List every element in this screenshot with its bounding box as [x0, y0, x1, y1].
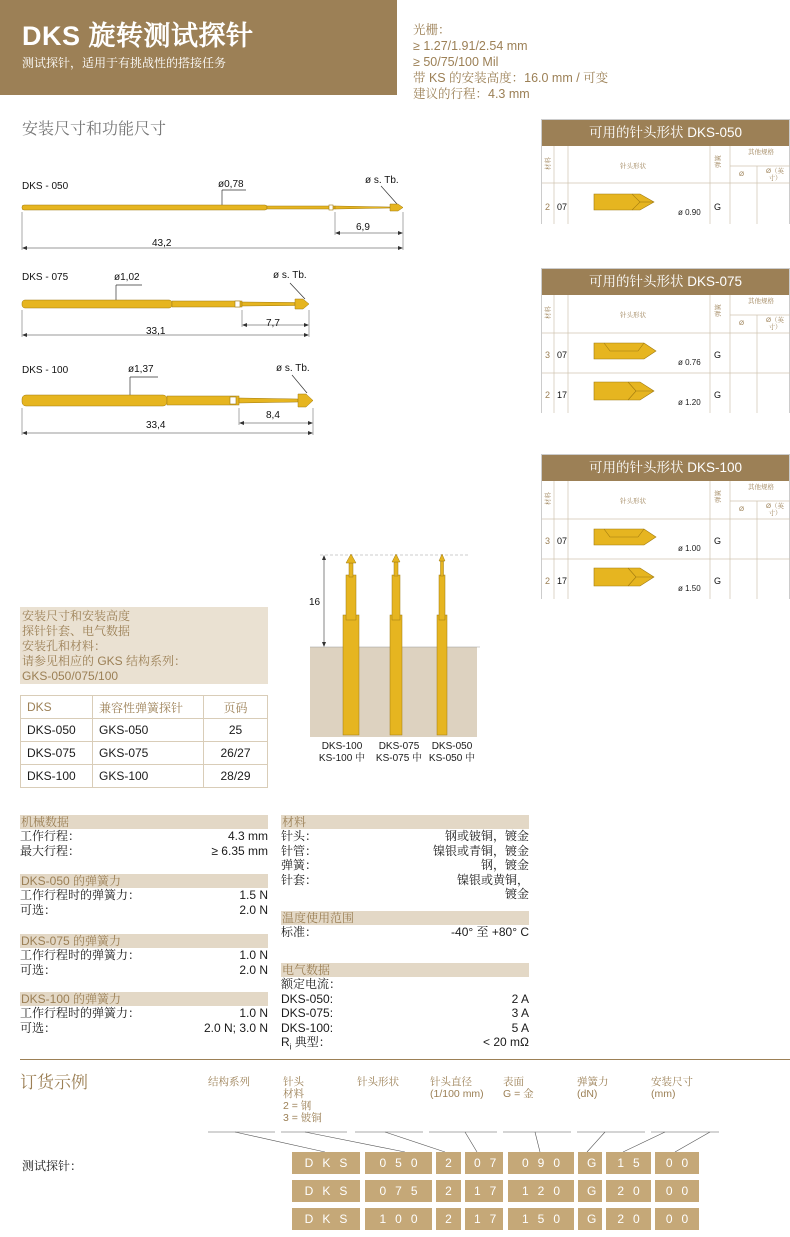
shape-box-100-lines — [542, 481, 790, 599]
spec-row — [20, 903, 268, 918]
spec-row — [281, 1035, 529, 1055]
order-box-diameter: 150 — [508, 1208, 574, 1230]
shape-box-100-grid — [542, 481, 789, 599]
install-label-075-line2: KS-075 中 — [375, 753, 423, 764]
header-dks: DKS — [21, 696, 93, 719]
spec-value: 2 A — [511, 991, 529, 1006]
probe-075-label: DKS - 075 — [22, 272, 69, 283]
header-gks: 兼容性弹簧探针 — [93, 696, 204, 719]
probe-075-stroke: 7,7 — [266, 318, 280, 329]
row-diameter: ø 1.50 — [678, 584, 701, 593]
shape-box-050-lines — [542, 146, 790, 224]
order-label: 测试探针： — [22, 1159, 83, 1173]
row-code: 07 — [557, 350, 568, 360]
row-diameter: ø 1.00 — [678, 544, 701, 553]
col-material: 材料 — [545, 492, 552, 505]
spec-row — [20, 1021, 268, 1036]
spec-row — [20, 844, 268, 859]
order-box-surface: G — [578, 1208, 602, 1230]
probe-075-tip-dia: ø s. Tb. — [273, 270, 307, 281]
spec-key: 弹簧： — [281, 858, 318, 872]
spec-key: DKS-050: — [281, 991, 334, 1006]
row-diameter: ø 1.20 — [678, 398, 701, 407]
row-code: 17 — [557, 576, 568, 586]
row-diameter: ø 0.90 — [678, 208, 701, 217]
probe-100-drawing — [0, 357, 420, 442]
cell-page: 26/27 — [204, 742, 268, 765]
row-material: 2 — [545, 390, 551, 400]
row-material: 3 — [545, 350, 551, 360]
table-row — [21, 742, 268, 765]
spec-value: 1.5 N — [239, 888, 268, 902]
install-label-050 — [424, 741, 480, 765]
shape-box-050-grid — [542, 146, 789, 224]
order-col-tip-line3: 2 = 钢 — [283, 1100, 312, 1112]
resistance-subscript: i — [289, 1042, 292, 1052]
order-box-surface: G — [578, 1152, 602, 1174]
order-box-mount: 00 — [655, 1152, 699, 1174]
row-diameter: ø 0.76 — [678, 358, 701, 367]
dimensions-title: 安装尺寸和功能尺寸 — [22, 121, 167, 138]
spring-force-050-title: DKS-050 的弹簧力 — [20, 874, 268, 888]
shape-box-075-grid — [542, 295, 789, 413]
spec-key: 工作行程时的弹簧力： — [20, 948, 141, 962]
spec-value: 2.0 N — [239, 902, 268, 917]
spec-row — [281, 829, 529, 844]
spring-force-050 — [20, 874, 268, 917]
spec-row — [20, 829, 268, 844]
col-spring: 弹簧 — [715, 155, 722, 168]
spec-row — [281, 977, 529, 992]
row-material: 2 — [545, 202, 551, 212]
spec-row — [281, 858, 529, 873]
spec-value: ≥ 6.35 mm — [211, 843, 268, 858]
header-info — [413, 22, 608, 102]
row-spring: G — [714, 576, 722, 586]
order-box-shape: 17 — [465, 1208, 503, 1230]
probe-050-label: DKS - 050 — [22, 181, 69, 192]
order-title: 订货示例 — [20, 1073, 88, 1092]
col-material: 材料 — [545, 306, 552, 319]
pitch-mm: ≥ 1.27/1.91/2.54 mm — [413, 39, 528, 53]
spec-row — [20, 948, 268, 963]
order-box-surface: G — [578, 1180, 602, 1202]
pitch-mil: ≥ 50/75/100 Mil — [413, 55, 499, 69]
row-spring: G — [714, 350, 722, 360]
cell-gks: GKS-100 — [93, 765, 204, 788]
row-material: 3 — [545, 536, 551, 546]
tip-shape-17-icon — [592, 377, 664, 407]
mechanical-data — [20, 815, 268, 858]
order-col-tip — [283, 1076, 322, 1124]
col-other: 其他规格 — [748, 149, 774, 156]
reference-panel — [20, 607, 268, 684]
col-spring: 弹簧 — [715, 490, 722, 503]
order-box-diameter: 090 — [508, 1152, 574, 1174]
spec-row — [281, 1006, 529, 1021]
shape-box-100 — [541, 454, 790, 599]
row-code: 07 — [557, 202, 568, 212]
col-dia: Ø — [739, 320, 745, 327]
order-box-size: 100 — [365, 1208, 432, 1230]
col-dia: Ø — [739, 171, 745, 178]
spec-key: DKS-100: — [281, 1020, 334, 1035]
col-inch: Ø（英寸） — [765, 168, 785, 182]
order-box-mount: 00 — [655, 1180, 699, 1202]
order-box-size: 050 — [365, 1152, 432, 1174]
spec-value: 5 A — [511, 1020, 529, 1035]
cell-page: 28/29 — [204, 765, 268, 788]
probe-100-stroke: 8,4 — [266, 410, 280, 421]
order-col-size — [651, 1076, 693, 1100]
resistance-label: 典型： — [291, 1035, 331, 1049]
probe-050-drawing — [0, 170, 420, 265]
col-inch: Ø（英寸） — [765, 503, 785, 517]
spring-force-100-title: DKS-100 的弹簧力 — [20, 992, 268, 1006]
spec-value: 镍银或黄铜， — [456, 872, 529, 887]
probe-050-diameter: ø0,78 — [218, 179, 244, 190]
order-box-size: 075 — [365, 1180, 432, 1202]
spec-key: 最大行程： — [20, 843, 81, 858]
tip-shape-17-icon — [592, 563, 664, 593]
row-code: 07 — [557, 536, 568, 546]
probe-050-length: 43,2 — [152, 238, 172, 249]
header-page: 页码 — [204, 696, 268, 719]
tip-shape-07-icon — [592, 525, 664, 553]
spec-row — [281, 925, 529, 940]
col-inch: Ø（英寸） — [765, 317, 785, 331]
shape-box-100-title: 可用的针头形状 DKS-100 — [542, 455, 789, 481]
spring-force-100 — [20, 992, 268, 1035]
cell-dks: DKS-075 — [21, 742, 93, 765]
order-box-series: DKS — [292, 1180, 360, 1202]
electrical-title: 电气数据 — [281, 963, 529, 977]
install-label-050-line1: DKS-050 — [431, 741, 473, 752]
order-col-shape: 针头形状 — [357, 1076, 399, 1088]
order-col-series: 结构系列 — [208, 1076, 250, 1088]
order-box-diameter: 120 — [508, 1180, 574, 1202]
order-col-tip-line2: 材料 — [283, 1088, 304, 1100]
install-label-100-line1: DKS-100 — [321, 741, 363, 752]
col-dia: Ø — [739, 506, 745, 513]
order-col-spring-line1: 弹簧力 — [577, 1076, 609, 1088]
install-label-100 — [312, 741, 372, 765]
row-spring: G — [714, 536, 722, 546]
probe-075-diameter: ø1,02 — [114, 272, 140, 283]
cell-gks: GKS-050 — [93, 719, 204, 742]
install-label-075-line1: DKS-075 — [378, 741, 420, 752]
order-col-size-line1: 安装尺寸 — [651, 1076, 693, 1088]
spec-value: 钢，镀金 — [480, 858, 529, 872]
table-header-row — [21, 696, 268, 719]
resistance-symbol: R — [281, 1035, 290, 1049]
order-col-surface — [503, 1076, 534, 1100]
spec-value: 镀金 — [504, 887, 529, 901]
spec-value: 2.0 N — [239, 962, 268, 977]
order-col-surface-line1: 表面 — [503, 1076, 524, 1088]
reference-line-5: GKS-050/075/100 — [22, 669, 119, 683]
order-box-shape: 07 — [465, 1152, 503, 1174]
spec-row — [281, 992, 529, 1007]
order-col-tip-line1: 针头 — [283, 1076, 304, 1088]
col-tip-shape: 针头形状 — [620, 312, 646, 319]
col-material: 材料 — [545, 157, 552, 170]
order-col-tip-line4: 3 = 铍铜 — [283, 1112, 322, 1124]
spec-row — [20, 963, 268, 978]
spec-key: 工作行程时的弹簧力： — [20, 888, 141, 902]
spec-value: 2.0 N; 3.0 N — [203, 1020, 268, 1035]
reference-line-2: 探针针套、电气数据 — [22, 624, 131, 638]
col-other: 其他规格 — [748, 298, 774, 305]
install-diagram — [310, 545, 480, 745]
compatibility-table — [20, 695, 268, 788]
recommended-stroke-info: 建议的行程：4.3 mm — [413, 87, 530, 101]
probe-100-length: 33,4 — [146, 420, 166, 431]
install-label-075 — [370, 741, 428, 765]
order-box-material: 2 — [436, 1180, 461, 1202]
spec-value: 1.0 N — [239, 1006, 268, 1020]
spec-key: 可选： — [20, 1020, 57, 1035]
install-label-050-line2: KS-050 中 — [428, 753, 476, 764]
spec-row — [20, 1006, 268, 1021]
order-box-spring: 20 — [606, 1180, 651, 1202]
probe-050-stroke: 6,9 — [356, 222, 370, 233]
order-box-spring: 15 — [606, 1152, 651, 1174]
order-col-surface-line2: G = 金 — [503, 1088, 534, 1100]
order-box-spring: 20 — [606, 1208, 651, 1230]
page-title: DKS 旋转测试探针 — [22, 21, 254, 51]
probe-050-tip-dia: ø s. Tb. — [365, 175, 399, 186]
spec-key — [281, 1035, 331, 1055]
temperature-data — [281, 911, 529, 940]
order-box-mount: 00 — [655, 1208, 699, 1230]
install-height-value: 16 — [309, 597, 321, 608]
spring-force-075-title: DKS-075 的弹簧力 — [20, 934, 268, 948]
row-code: 17 — [557, 390, 568, 400]
header-banner — [0, 0, 397, 95]
order-col-diameter-line1: 针头直径 — [430, 1076, 472, 1088]
install-label-100-line2: KS-100 中 — [318, 753, 366, 764]
shape-box-050 — [541, 119, 790, 224]
spec-value: < 20 mΩ — [483, 1035, 529, 1049]
order-col-size-line2: (mm) — [651, 1088, 676, 1100]
install-height-info: 带 KS 的安装高度：16.0 mm / 可变 — [413, 71, 609, 85]
section-divider — [20, 1059, 790, 1060]
spec-row — [281, 1021, 529, 1036]
cell-dks: DKS-050 — [21, 719, 93, 742]
row-spring: G — [714, 390, 722, 400]
spec-key: 工作行程： — [20, 829, 81, 843]
page-subtitle: 测试探针，适用于有挑战性的搭接任务 — [22, 56, 227, 70]
spec-row — [281, 873, 529, 888]
mechanical-data-title: 机械数据 — [20, 815, 268, 829]
order-box-material: 2 — [436, 1208, 461, 1230]
spec-key: DKS-075: — [281, 1006, 334, 1020]
probe-075-length: 33,1 — [146, 326, 166, 337]
order-col-spring — [577, 1076, 609, 1100]
probe-100-diameter: ø1,37 — [128, 364, 154, 375]
col-other: 其他规格 — [748, 484, 774, 491]
col-tip-shape: 针头形状 — [620, 163, 646, 170]
order-box-series: DKS — [292, 1208, 360, 1230]
electrical-data — [281, 963, 529, 1055]
cell-gks: GKS-075 — [93, 742, 204, 765]
row-spring: G — [714, 202, 722, 212]
spec-value: 镍银或青铜，镀金 — [432, 843, 529, 858]
probe-100-label: DKS - 100 — [22, 365, 69, 376]
spec-row — [281, 887, 529, 902]
tip-shape-07-icon — [592, 188, 664, 216]
reference-line-1: 安装尺寸和安装高度 — [22, 609, 131, 623]
shape-box-075-title: 可用的针头形状 DKS-075 — [542, 269, 789, 295]
temperature-title: 温度使用范围 — [281, 911, 529, 925]
spec-key: 针管： — [281, 843, 318, 858]
spec-key: 额定电流： — [281, 977, 342, 991]
spec-key: 标准： — [281, 925, 318, 939]
shape-box-050-title: 可用的针头形状 DKS-050 — [542, 120, 789, 146]
order-box-shape: 17 — [465, 1180, 503, 1202]
order-col-diameter — [430, 1076, 484, 1100]
reference-line-4: 请参见相应的 GKS 结构系列： — [22, 654, 187, 668]
probe-075-drawing — [0, 265, 420, 345]
spec-key: 针套： — [281, 872, 318, 887]
material-data — [281, 815, 529, 902]
spec-value: 4.3 mm — [227, 829, 268, 843]
spec-key: 工作行程时的弹簧力： — [20, 1006, 141, 1020]
spec-key: 可选： — [20, 962, 57, 977]
spec-row — [20, 888, 268, 903]
probe-100-tip-dia: ø s. Tb. — [276, 363, 310, 374]
spec-key: 可选： — [20, 902, 57, 917]
spec-value: 3 A — [511, 1006, 529, 1020]
table-row — [21, 719, 268, 742]
shape-box-075 — [541, 268, 790, 413]
spec-row — [281, 844, 529, 859]
spec-value: -40° 至 +80° C — [451, 925, 529, 939]
spec-value: 1.0 N — [239, 948, 268, 962]
order-col-spring-line2: (dN) — [577, 1088, 598, 1100]
col-tip-shape: 针头形状 — [620, 498, 646, 505]
order-col-diameter-line2: (1/100 mm) — [430, 1088, 484, 1100]
order-box-material: 2 — [436, 1152, 461, 1174]
spec-key: 针头： — [281, 829, 318, 843]
cell-dks: DKS-100 — [21, 765, 93, 788]
cell-page: 25 — [204, 719, 268, 742]
pitch-label: 光栅： — [413, 23, 451, 37]
reference-line-3: 安装孔和材料： — [22, 639, 107, 653]
table-row — [21, 765, 268, 788]
order-box-series: DKS — [292, 1152, 360, 1174]
shape-box-075-lines — [542, 295, 790, 413]
row-material: 2 — [545, 576, 551, 586]
tip-shape-07-icon — [592, 339, 664, 367]
spec-value: 钢或铍铜，镀金 — [444, 829, 529, 843]
col-spring: 弹簧 — [715, 304, 722, 317]
spring-force-075 — [20, 934, 268, 977]
material-title: 材料 — [281, 815, 529, 829]
